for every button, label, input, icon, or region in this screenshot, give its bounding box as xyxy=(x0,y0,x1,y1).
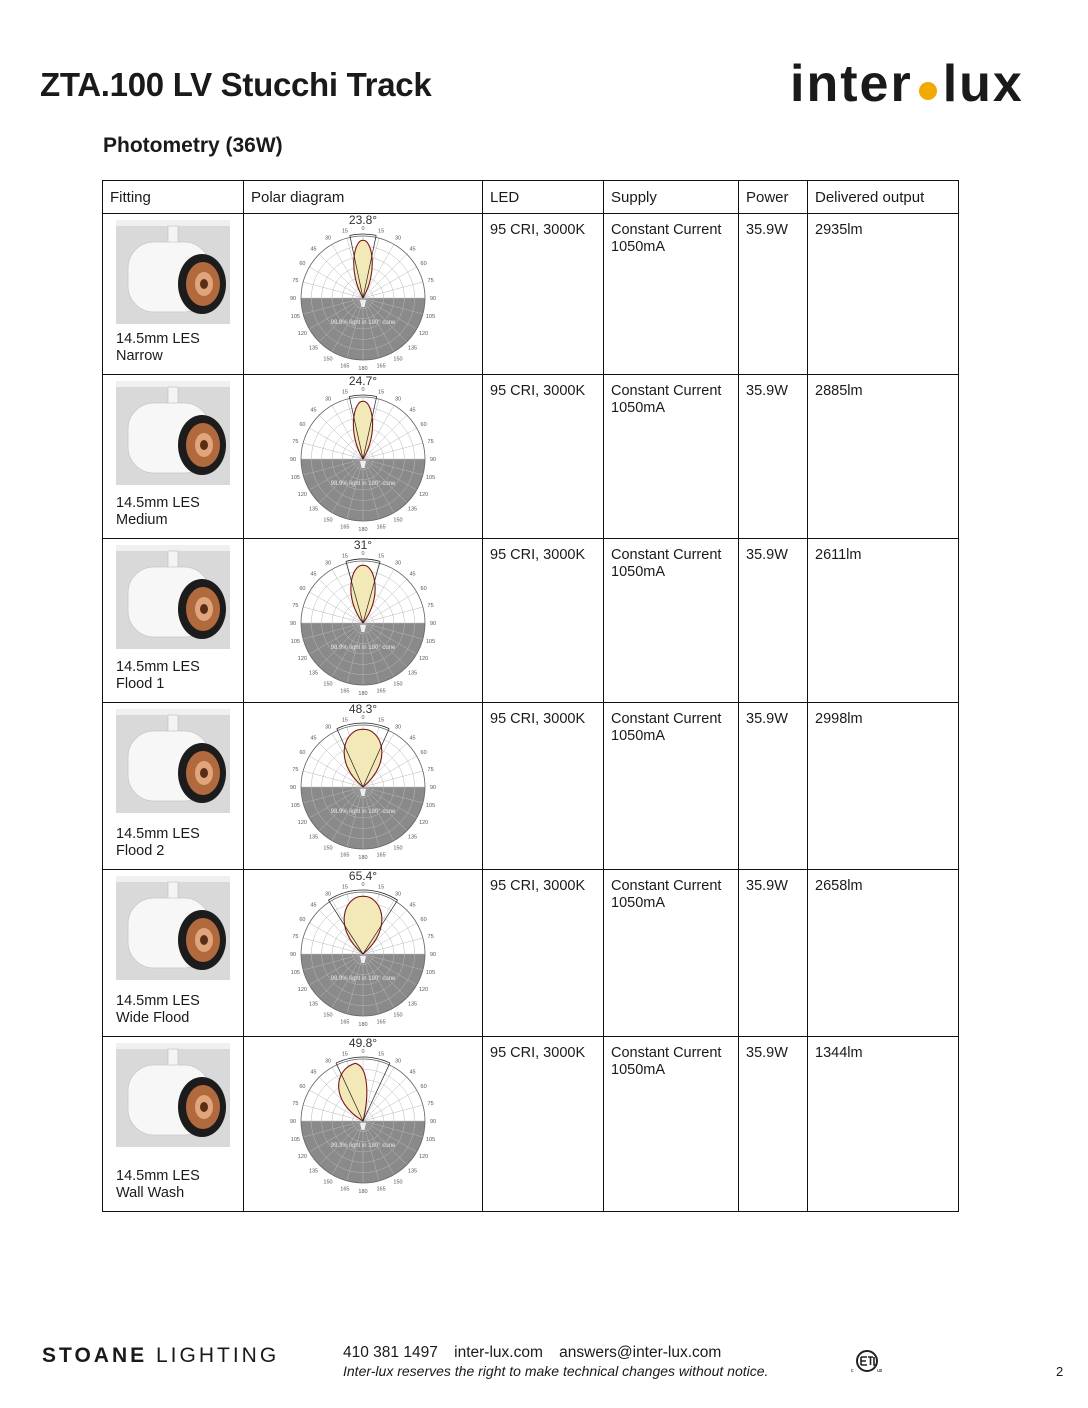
supply-current: 1050mA xyxy=(611,239,666,255)
cell-supply xyxy=(604,1037,739,1212)
footer-phone[interactable]: 410 381 1497 xyxy=(343,1344,438,1361)
cell-fitting xyxy=(103,1037,244,1212)
polar-angle-label: 30 xyxy=(394,891,402,898)
header-fitting: Fitting xyxy=(103,181,244,214)
polar-angle-label: 90 xyxy=(289,621,297,627)
polar-angle-label: 165 xyxy=(340,688,350,695)
polar-angle-label: 15 xyxy=(378,717,385,724)
footer-email-link[interactable]: answers@inter-lux.com xyxy=(559,1344,722,1361)
polar-note: 98.9% light in 180° cone xyxy=(330,481,396,487)
polar-angle-label: 150 xyxy=(393,356,403,363)
cell-supply xyxy=(604,375,739,539)
polar-angle-label: 0 xyxy=(361,226,365,232)
polar-angle-label: 15 xyxy=(341,389,348,396)
cell-power: 35.9W xyxy=(739,214,808,375)
table-row xyxy=(103,1037,959,1212)
polar-angle-label: 45 xyxy=(409,407,416,414)
polar-angle-label: 15 xyxy=(341,553,348,560)
polar-angle-label: 60 xyxy=(299,261,306,267)
cell-led: 95 CRI, 3000K xyxy=(483,375,604,539)
polar-angle-label: 45 xyxy=(409,246,416,253)
fitting-les: 14.5mm LES xyxy=(116,1168,200,1184)
table-row xyxy=(103,214,959,375)
polar-angle-label: 60 xyxy=(299,586,306,592)
polar-angle-label: 180 xyxy=(358,691,368,697)
supply-type: Constant Current xyxy=(611,383,722,399)
cell-power: 35.9W xyxy=(739,539,808,703)
fitting-type: Wall Wash xyxy=(116,1185,185,1201)
cell-led: 95 CRI, 3000K xyxy=(483,870,604,1037)
polar-angle-label: 150 xyxy=(393,1179,403,1186)
polar-angle-label: 60 xyxy=(299,1084,306,1090)
polar-angle-label: 165 xyxy=(340,1019,350,1026)
polar-angle-label: 135 xyxy=(308,506,319,513)
supply-current: 1050mA xyxy=(611,728,666,744)
header-power: Power xyxy=(739,181,808,214)
fitting-type: Narrow xyxy=(116,348,163,364)
beam-angle-label: 49.8° xyxy=(348,1037,378,1050)
cell-power: 35.9W xyxy=(739,1037,808,1212)
polar-angle-label: 120 xyxy=(297,987,307,993)
polar-angle-label: 165 xyxy=(376,1186,386,1193)
footer-website-link[interactable]: inter-lux.com xyxy=(454,1344,543,1361)
polar-angle-label: 45 xyxy=(310,246,317,253)
polar-diagram xyxy=(244,1037,482,1195)
logo-text-lux: lux xyxy=(942,55,1024,113)
polar-angle-label: 60 xyxy=(420,1084,427,1090)
photometry-table xyxy=(102,180,959,1212)
fitting-label xyxy=(116,331,200,365)
fitting-photo xyxy=(116,709,230,813)
polar-angle-label: 165 xyxy=(340,852,350,859)
polar-angle-label: 15 xyxy=(378,389,385,396)
polar-angle-label: 105 xyxy=(426,475,436,482)
polar-angle-label: 135 xyxy=(407,506,418,513)
polar-note: 98.9% light in 180° cone xyxy=(330,976,396,982)
cell-supply xyxy=(604,214,739,375)
polar-angle-label: 120 xyxy=(419,656,429,662)
fitting-type: Flood 1 xyxy=(116,676,165,692)
polar-angle-label: 120 xyxy=(419,1154,429,1160)
polar-angle-label: 60 xyxy=(420,586,427,592)
polar-note: 98.8% light in 180° cone xyxy=(330,320,396,326)
polar-angle-label: 105 xyxy=(426,803,436,810)
polar-angle-label: 165 xyxy=(340,363,350,370)
polar-angle-label: 45 xyxy=(310,735,317,742)
polar-angle-label: 135 xyxy=(308,834,319,841)
polar-angle-label: 105 xyxy=(426,970,436,977)
polar-angle-label: 105 xyxy=(290,314,300,321)
fitting-type: Flood 2 xyxy=(116,843,165,859)
header-output: Delivered output xyxy=(808,181,959,214)
fitting-photo xyxy=(116,876,230,980)
beam-lobe xyxy=(344,896,382,954)
table-row xyxy=(103,539,959,703)
svg-text:us: us xyxy=(877,1368,883,1374)
polar-angle-label: 120 xyxy=(297,656,307,662)
polar-angle-label: 90 xyxy=(289,457,297,463)
fitting-photo xyxy=(116,220,230,324)
supply-type: Constant Current xyxy=(611,1045,722,1061)
cell-led: 95 CRI, 3000K xyxy=(483,214,604,375)
fitting-photo xyxy=(116,545,230,649)
polar-angle-label: 165 xyxy=(376,363,386,370)
supply-current: 1050mA xyxy=(611,400,666,416)
cell-polar-diagram xyxy=(244,1037,483,1212)
supply-type: Constant Current xyxy=(611,547,722,563)
header-led: LED xyxy=(483,181,604,214)
polar-angle-label: 45 xyxy=(310,902,317,909)
polar-angle-label: 15 xyxy=(341,884,348,891)
polar-angle-label: 90 xyxy=(289,952,297,958)
polar-angle-label: 120 xyxy=(419,331,429,337)
cell-led: 95 CRI, 3000K xyxy=(483,703,604,870)
polar-angle-label: 15 xyxy=(341,1051,348,1058)
polar-angle-label: 105 xyxy=(290,803,300,810)
polar-angle-label: 120 xyxy=(297,492,307,498)
polar-angle-label: 165 xyxy=(376,524,386,531)
polar-angle-label: 105 xyxy=(426,639,436,646)
supply-type: Constant Current xyxy=(611,222,722,238)
section-title: Photometry (36W) xyxy=(103,134,283,157)
beam-lobe xyxy=(339,1063,367,1121)
cell-polar-diagram xyxy=(244,375,483,539)
polar-angle-label: 180 xyxy=(358,1189,368,1195)
polar-angle-label: 75 xyxy=(292,933,299,940)
polar-angle-label: 75 xyxy=(292,602,299,609)
polar-angle-label: 165 xyxy=(376,688,386,695)
polar-angle-label: 30 xyxy=(324,724,332,731)
polar-angle-label: 165 xyxy=(376,852,386,859)
polar-angle-label: 30 xyxy=(324,235,332,242)
polar-angle-label: 90 xyxy=(429,457,437,463)
polar-angle-label: 135 xyxy=(308,1001,319,1008)
polar-angle-label: 90 xyxy=(429,621,437,627)
polar-angle-label: 120 xyxy=(419,987,429,993)
polar-angle-label: 45 xyxy=(310,571,317,578)
polar-angle-label: 30 xyxy=(324,396,332,403)
cell-polar-diagram xyxy=(244,703,483,870)
fitting-les: 14.5mm LES xyxy=(116,495,200,511)
polar-angle-label: 180 xyxy=(358,527,368,533)
polar-angle-label: 120 xyxy=(297,331,307,337)
supply-current: 1050mA xyxy=(611,1062,666,1078)
fitting-type: Medium xyxy=(116,512,168,528)
header-polar: Polar diagram xyxy=(244,181,483,214)
polar-angle-label: 30 xyxy=(394,235,402,242)
brand-bold: STOANE xyxy=(42,1344,148,1367)
cell-output: 2658lm xyxy=(808,870,959,1037)
polar-note: 98.9% light in 180° cone xyxy=(330,645,396,651)
polar-angle-label: 30 xyxy=(394,1058,402,1065)
polar-angle-label: 75 xyxy=(292,277,299,284)
fitting-label xyxy=(116,826,200,860)
polar-angle-label: 45 xyxy=(409,1069,416,1076)
beam-lobe xyxy=(353,401,372,459)
polar-angle-label: 150 xyxy=(323,845,333,852)
polar-angle-label: 30 xyxy=(324,891,332,898)
polar-angle-label: 120 xyxy=(419,820,429,826)
polar-angle-label: 75 xyxy=(427,766,434,773)
cell-supply xyxy=(604,539,739,703)
fitting-label xyxy=(116,495,200,529)
polar-angle-label: 150 xyxy=(323,681,333,688)
polar-angle-label: 135 xyxy=(308,670,319,677)
polar-angle-label: 105 xyxy=(290,639,300,646)
brand-light: LIGHTING xyxy=(155,1344,280,1367)
polar-angle-label: 120 xyxy=(297,820,307,826)
polar-angle-label: 150 xyxy=(393,517,403,524)
footer-contact xyxy=(343,1344,733,1362)
polar-angle-label: 90 xyxy=(429,785,437,791)
fitting-label xyxy=(116,1168,200,1202)
polar-angle-label: 90 xyxy=(429,952,437,958)
stoane-lighting-brand xyxy=(42,1344,279,1368)
polar-angle-label: 135 xyxy=(308,1168,319,1175)
beam-angle-label: 48.3° xyxy=(348,703,378,716)
polar-angle-label: 30 xyxy=(324,560,332,567)
polar-angle-label: 150 xyxy=(393,681,403,688)
interlux-logo xyxy=(790,52,1050,116)
polar-diagram xyxy=(244,703,482,861)
cell-led: 95 CRI, 3000K xyxy=(483,539,604,703)
polar-angle-label: 165 xyxy=(340,1186,350,1193)
cell-fitting xyxy=(103,375,244,539)
cell-output: 1344lm xyxy=(808,1037,959,1212)
page-number: 2 xyxy=(1056,1364,1064,1379)
polar-angle-label: 90 xyxy=(289,785,297,791)
fitting-type: Wide Flood xyxy=(116,1010,190,1026)
fitting-les: 14.5mm LES xyxy=(116,993,200,1009)
polar-angle-label: 180 xyxy=(358,1022,368,1028)
cell-polar-diagram xyxy=(244,539,483,703)
polar-angle-label: 60 xyxy=(420,422,427,428)
beam-angle-label: 31° xyxy=(353,539,373,552)
polar-angle-label: 75 xyxy=(292,438,299,445)
supply-type: Constant Current xyxy=(611,711,722,727)
polar-angle-label: 150 xyxy=(323,517,333,524)
polar-angle-label: 30 xyxy=(394,560,402,567)
polar-angle-label: 15 xyxy=(341,228,348,235)
polar-angle-label: 135 xyxy=(407,670,418,677)
polar-angle-label: 75 xyxy=(427,277,434,284)
polar-angle-label: 90 xyxy=(289,1119,297,1125)
polar-note: 98.9% light in 180° cone xyxy=(330,809,396,815)
polar-angle-label: 90 xyxy=(429,1119,437,1125)
beam-angle-label: 23.8° xyxy=(348,214,378,227)
polar-diagram xyxy=(244,870,482,1028)
cell-led: 95 CRI, 3000K xyxy=(483,1037,604,1212)
polar-angle-label: 135 xyxy=(407,834,418,841)
polar-angle-label: 90 xyxy=(289,296,297,302)
cell-power: 35.9W xyxy=(739,375,808,539)
polar-angle-label: 135 xyxy=(407,1168,418,1175)
fitting-photo xyxy=(116,1043,230,1147)
polar-angle-label: 60 xyxy=(299,917,306,923)
polar-angle-label: 165 xyxy=(340,524,350,531)
polar-angle-label: 165 xyxy=(376,1019,386,1026)
polar-angle-label: 0 xyxy=(361,882,365,888)
fitting-les: 14.5mm LES xyxy=(116,826,200,842)
polar-angle-label: 30 xyxy=(324,1058,332,1065)
polar-angle-label: 45 xyxy=(310,407,317,414)
beam-angle-label: 24.7° xyxy=(348,375,378,388)
polar-angle-label: 150 xyxy=(393,845,403,852)
polar-angle-label: 0 xyxy=(361,1049,365,1055)
cell-output: 2611lm xyxy=(808,539,959,703)
polar-angle-label: 105 xyxy=(290,970,300,977)
fitting-photo xyxy=(116,381,230,485)
polar-angle-label: 45 xyxy=(409,902,416,909)
polar-angle-label: 0 xyxy=(361,551,365,557)
polar-angle-label: 0 xyxy=(361,387,365,393)
polar-angle-label: 75 xyxy=(427,438,434,445)
table-header-row xyxy=(103,181,959,214)
polar-angle-label: 30 xyxy=(394,396,402,403)
supply-type: Constant Current xyxy=(611,878,722,894)
logo-dot-icon xyxy=(919,82,937,100)
polar-angle-label: 105 xyxy=(290,1137,300,1144)
supply-current: 1050mA xyxy=(611,895,666,911)
polar-diagram xyxy=(244,375,482,533)
fitting-label xyxy=(116,659,200,693)
polar-angle-label: 15 xyxy=(378,884,385,891)
polar-angle-label: 120 xyxy=(297,1154,307,1160)
table-row xyxy=(103,870,959,1037)
cell-fitting xyxy=(103,870,244,1037)
cell-polar-diagram xyxy=(244,214,483,375)
cell-fitting xyxy=(103,703,244,870)
beam-angle-label: 65.4° xyxy=(348,870,378,883)
polar-angle-label: 45 xyxy=(409,735,416,742)
polar-angle-label: 135 xyxy=(407,1001,418,1008)
polar-diagram xyxy=(244,539,482,697)
polar-angle-label: 150 xyxy=(393,1012,403,1019)
header-supply: Supply xyxy=(604,181,739,214)
polar-angle-label: 15 xyxy=(378,553,385,560)
cell-output: 2885lm xyxy=(808,375,959,539)
table-row xyxy=(103,703,959,870)
fitting-les: 14.5mm LES xyxy=(116,659,200,675)
footer-disclaimer: Inter-lux reserves the right to make technical changes without notice. xyxy=(343,1363,769,1379)
polar-angle-label: 150 xyxy=(323,1012,333,1019)
cell-output: 2998lm xyxy=(808,703,959,870)
polar-angle-label: 135 xyxy=(308,345,319,352)
polar-angle-label: 60 xyxy=(299,750,306,756)
polar-angle-label: 30 xyxy=(394,724,402,731)
polar-note: 99.3% light in 180° cone xyxy=(330,1143,396,1149)
polar-angle-label: 15 xyxy=(341,717,348,724)
polar-angle-label: 60 xyxy=(420,917,427,923)
beam-lobe xyxy=(354,240,372,298)
polar-angle-label: 105 xyxy=(426,314,436,321)
etl-certification-icon xyxy=(850,1348,884,1374)
polar-angle-label: 180 xyxy=(358,855,368,861)
polar-angle-label: 75 xyxy=(427,602,434,609)
polar-angle-label: 150 xyxy=(323,1179,333,1186)
fitting-les: 14.5mm LES xyxy=(116,331,200,347)
svg-text:c: c xyxy=(851,1368,854,1374)
polar-angle-label: 60 xyxy=(420,750,427,756)
polar-angle-label: 90 xyxy=(429,296,437,302)
polar-angle-label: 0 xyxy=(361,715,365,721)
cell-power: 35.9W xyxy=(739,703,808,870)
cell-power: 35.9W xyxy=(739,870,808,1037)
polar-angle-label: 45 xyxy=(310,1069,317,1076)
polar-angle-label: 120 xyxy=(419,492,429,498)
polar-angle-label: 75 xyxy=(292,766,299,773)
cell-polar-diagram xyxy=(244,870,483,1037)
polar-angle-label: 105 xyxy=(290,475,300,482)
cell-supply xyxy=(604,870,739,1037)
table-row xyxy=(103,375,959,539)
cell-fitting xyxy=(103,539,244,703)
supply-current: 1050mA xyxy=(611,564,666,580)
polar-angle-label: 105 xyxy=(426,1137,436,1144)
logo-text-inter: inter xyxy=(790,55,913,113)
polar-angle-label: 60 xyxy=(420,261,427,267)
fitting-label xyxy=(116,993,200,1027)
polar-angle-label: 75 xyxy=(292,1100,299,1107)
polar-angle-label: 150 xyxy=(323,356,333,363)
polar-angle-label: 15 xyxy=(378,1051,385,1058)
polar-angle-label: 45 xyxy=(409,571,416,578)
polar-diagram xyxy=(244,214,482,372)
cell-output: 2935lm xyxy=(808,214,959,375)
polar-angle-label: 180 xyxy=(358,366,368,372)
polar-angle-label: 135 xyxy=(407,345,418,352)
polar-angle-label: 75 xyxy=(427,1100,434,1107)
polar-angle-label: 15 xyxy=(378,228,385,235)
cell-fitting xyxy=(103,214,244,375)
polar-angle-label: 60 xyxy=(299,422,306,428)
page-title: ZTA.100 LV Stucchi Track xyxy=(40,66,432,103)
cell-supply xyxy=(604,703,739,870)
polar-angle-label: 75 xyxy=(427,933,434,940)
